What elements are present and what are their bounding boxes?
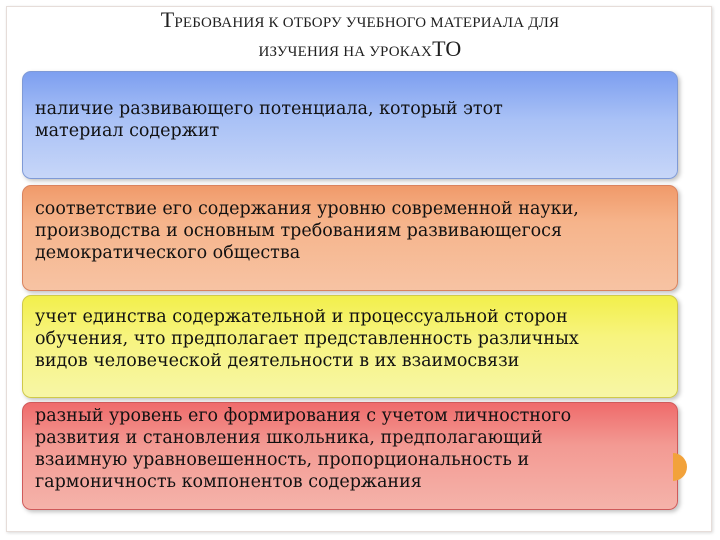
requirement-box-1 bbox=[22, 71, 678, 179]
requirement-box-3 bbox=[22, 295, 678, 398]
requirement-box-2 bbox=[22, 185, 678, 291]
requirement-2-line-3: демократического общества bbox=[35, 243, 301, 263]
requirement-1-line-1: наличие развивающего потенциала, который этот bbox=[35, 99, 503, 119]
requirement-1-line-2: материал содержит bbox=[35, 121, 220, 141]
requirement-2-line-1: соответствие его содержания уровню современной науки, bbox=[35, 199, 579, 219]
requirement-4-line-1: разный уровень его формирования с учетом личностного bbox=[35, 406, 572, 426]
requirement-2-line-2: производства и основным требованиям развивающегося bbox=[35, 221, 563, 241]
title-line-2: ИЗУЧЕНИЯ НА УРОКАХТО bbox=[258, 36, 462, 61]
requirement-4-line-3: взаимную уравновешенность, пропорциональность и bbox=[35, 450, 530, 470]
requirement-4-line-4: гармоничность компонентов содержания bbox=[35, 472, 422, 492]
slide-title bbox=[0, 8, 720, 64]
requirement-3-line-2: обучения, что предполагает представленность различных bbox=[35, 329, 579, 349]
requirement-4-line-2: развития и становления школьника, предполагающий bbox=[35, 428, 543, 448]
requirement-box-4 bbox=[22, 402, 678, 510]
requirement-3-line-1: учет единства содержательной и процессуальной сторон bbox=[35, 307, 568, 327]
requirement-3-line-3: видов человеческой деятельности в их взаимосвязи bbox=[35, 351, 520, 371]
title-line-1: ТРЕБОВАНИЯ К ОТБОРУ УЧЕБНОГО МАТЕРИАЛА ДЛЯ bbox=[160, 7, 560, 32]
